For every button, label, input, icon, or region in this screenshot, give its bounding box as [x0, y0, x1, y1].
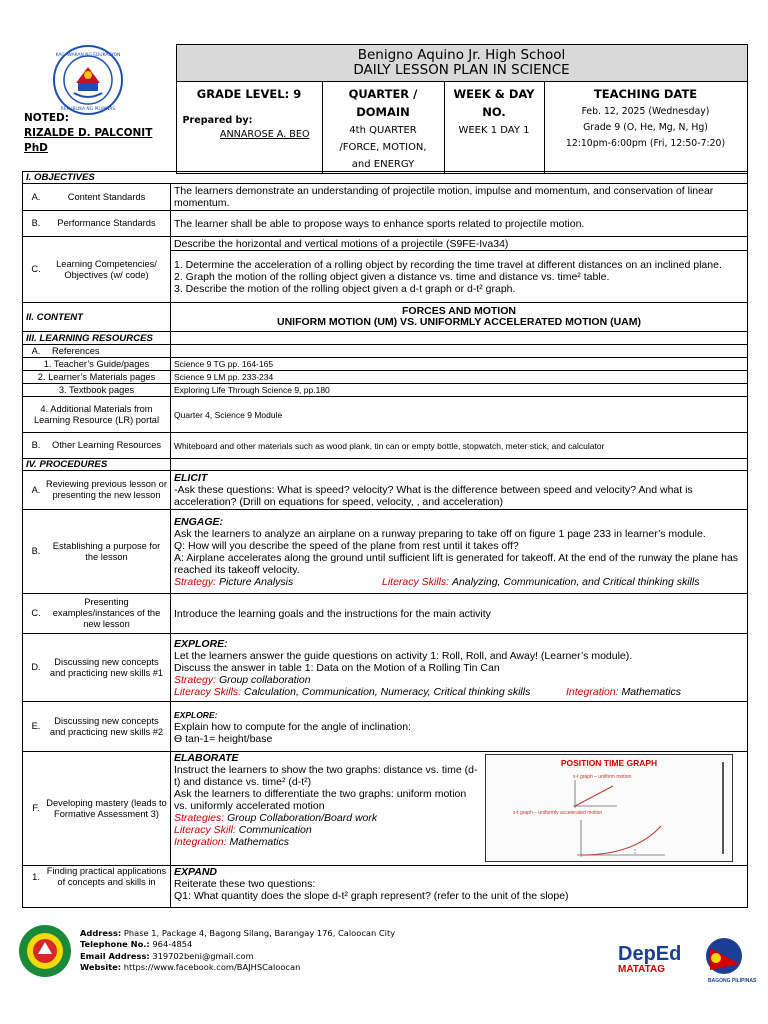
week-cell — [444, 82, 544, 174]
proc-b-label: Establishing a purpose for the lesson — [52, 540, 161, 562]
quarter-line2: /FORCE, MOTION, — [339, 142, 427, 153]
engage-strategy: Picture Analysis — [218, 575, 294, 588]
prepared-by-name: ANNAROSE A. BEO — [219, 129, 310, 140]
explore-strategy: Group collaboration — [218, 673, 311, 686]
explore-text-2: Discuss the answer in table 1: Data on the Motion of a Rolling Tin Can — [174, 661, 500, 674]
email-label: Email Address: — [80, 950, 150, 961]
lm-label: 2. Learner’s Materials pages — [23, 371, 171, 384]
competency-item-2: 2. Graph the motion of the rolling object given a distance vs. time and distance vs. time² table. — [174, 270, 610, 283]
seal-bottom-text: REPUBLIKA NG PILIPINAS — [60, 106, 116, 112]
quarter-cell — [322, 82, 444, 174]
references-label: References — [52, 345, 100, 356]
teaching-title: TEACHING DATE — [593, 87, 698, 101]
content-standards-text: The learners demonstrate an understanding of projectile motion, impulse and momentum, and conservation of linear momentum. — [171, 184, 748, 211]
expand-text-1: Reiterate these two questions: — [174, 878, 316, 890]
engage-text-1: Ask the learners to analyze an airplane on a runway preparing to take off on figure 1 page 233 in learner’s module. — [174, 527, 706, 540]
telephone-label: Telephone No.: — [80, 939, 150, 950]
noted-label: NOTED: — [24, 111, 69, 124]
elicit-text: -Ask these questions: What is speed? velocity? What is the difference between speed and velocity? And what is acceleration? (Drill on equations for speed, velocity, , and acceleration) — [174, 484, 693, 508]
tb-label: 3. Textbook pages — [23, 384, 171, 397]
address-value: Phase 1, Package 4, Bagong Silang, Barangay 176, Caloocan City — [123, 928, 396, 938]
proc-a-label: Reviewing previous lesson or presenting the new lesson — [46, 479, 167, 500]
additional-materials-value: Quarter 4, Science 9 Module — [171, 397, 748, 433]
address-label: Address: — [80, 928, 122, 938]
header-table — [22, 44, 748, 174]
lm-value: Science 9 LM pp. 233-234 — [171, 371, 748, 384]
deped-matatag-logo-icon — [604, 934, 764, 986]
explore-integration: Mathematics — [621, 685, 681, 698]
explore-text-1: Let the learners answer the guide questions on activity 1: Roll, Roll, and Away! (Learner’s module). — [174, 649, 633, 662]
additional-materials-label: 4. Additional Materials from Learning Resource (LR) portal — [23, 397, 171, 433]
bagong-pilipinas-text: BAGONG PILIPINAS — [708, 978, 757, 984]
grade-level: GRADE LEVEL: 9 — [196, 87, 302, 101]
expand-heading: EXPAND — [174, 866, 217, 878]
graph-label-1: x-t graph – uniform motion — [573, 774, 632, 780]
tb-value: Exploring Life Through Science 9, pp.180 — [171, 384, 748, 397]
explore-literacy-label: Literacy Skills: — [174, 685, 242, 698]
week-title-2: NO. — [482, 105, 506, 119]
noted-cell — [22, 45, 176, 174]
graph-title: POSITION TIME GRAPH — [560, 758, 658, 768]
lesson-plan-table: I. OBJECTIVES A. Content Standards The learners demonstrate an understanding of projectile motion, impulse and momentum, and conservation of linear momentum. B. Performance Standards The learner shall be able to propose ways to enhance sports related to projectile motion. C. Learning Competencies/ Objectives (w/ code) Describe the horizontal and vertical motions of a projectile (S9FE-Iva34) 1. Determine the acceleration of a rolling object by recording the time travel at different distances on an inclined plane. 2. Graph the motion of the rolling object given a distance vs. time and distance vs. time² table. 3. Describe the motion of the rolling object given a d-t graph or d-t² graph. II. CONTENT FORCES AND MOTION UNIFORM MOTION (UM) VS. UNIFORMLY ACCELERATED MOTION (UAM) III. LEARNING RESOURCES A. References 1. Teacher’s Guide/pages Science 9 TG pp. 164-165 2. Learner’s Materials pages Science 9 LM pp. 233-234 3. Textbook pages Exploring Life Through Science 9, pp.180 4. Additional Materials from Learning Resource (LR) portal Quarter 4, Science 9 Module B. Other Learning Resources Whiteboard and other materials such as wood plank, tin can or empty bottle, stopwatch, meter stick, and calculator IV. PROCEDURES A. Reviewing previous lesson or presenting the new lesson ELICIT -Ask these questions: What is speed? velocity? What is the difference between speed and velocity? And what is acceleration? (Drill on equations for speed, velocity, , and acceleration) B. Establishing a purpose for the lesson ENGAGE: Ask the learners to analyze an airplane on a runway preparing to take off on figure 1 page 233 in learner’s module. Q: How will you describe the speed of the plane from rest until it takes off? A: Airplane accelerates along the ground until sufficient lift is generated for takeoff. At the end of the runway the plane has reached its takeoff velocity. Strategy: Picture Analysis Literacy Skills: Analyzing, Communication, and Critical thinking skills C. Presenting examples/instances of the new lesson Introduce the learning goals and the instructions for the main activity D. Discussing new concepts and practicing new skills #1 EXPLORE: Let the learners answer the guide questions on activity 1: Roll, Roll, and Away! (Learner’s module). Discuss the answer in table 1: Data on the Motion of a Rolling Tin Can Strategy: Group collaboration Literacy Skills: Calculation, Communication, Numeracy, Critical thinking skills Integration: Mathematics E. Discussing new concepts and practicing new skills #2 EXPLORE: Explain how to compute for the angle of inclination: ϴ tan-1= height/base F. Developing mastery (leads to Formative Assessment 3) ELABORATE Instruct the learners to show the two graphs: distance vs. time (d-t) and distance vs. time² (d-t²) Ask the learners to differentiate the two graphs: uniform motion vs. uniformly accelerated motion Strategies: Group Collaboration/Board work Literacy Skill: Communication Integration: Mathematics POSITION TIME GRAPH x-t graph – uniform motion x-t graph – uniformly accelerated motion 1. Finding practical applications of concepts and skills in EXPAND Reiterate these two questions: Q1: What quantity does the slope d-t² graph represent? (refer to the unit of the slope) — [22, 171, 748, 908]
website-label: Website: — [80, 961, 122, 972]
engage-literacy: Analyzing, Communication, and Critical thinking skills — [452, 575, 700, 588]
telephone-value: 964-4854 — [152, 939, 193, 950]
elaborate-literacy-label: Literacy Skill: — [174, 824, 236, 836]
seal-ring-text: KAGAWARAN NG EDUKASYON — [55, 52, 121, 58]
website-value[interactable]: https://www.facebook.com/BAJHSCaloocan — [123, 961, 301, 972]
prepared-by-label: Prepared by: — [182, 115, 253, 126]
elaborate-integration: Mathematics — [229, 836, 289, 848]
graph-label-2: x-t graph – uniformly accelerated motion — [513, 810, 603, 816]
elaborate-strategies: Group Collaboration/Board work — [227, 812, 378, 824]
explore-integration-label: Integration: — [566, 685, 619, 698]
competency-item-1: 1. Determine the acceleration of a rolling object by recording the time travel at different distances on an inclined plane. — [174, 258, 722, 271]
tg-value: Science 9 TG pp. 164-165 — [171, 358, 748, 371]
week-value: WEEK 1 DAY 1 — [458, 125, 530, 136]
presenting-text: Introduce the learning goals and the instructions for the main activity — [171, 594, 748, 634]
content-line1: FORCES AND MOTION — [402, 305, 516, 317]
elaborate-literacy: Communication — [238, 824, 312, 836]
content-title: II. CONTENT — [23, 303, 171, 332]
quarter-title: QUARTER / DOMAIN — [348, 87, 418, 119]
engage-text-2: Q: How will you describe the speed of the plane from rest until it takes off? — [174, 539, 519, 552]
teaching-date-cell — [544, 82, 747, 174]
teaching-line1: Feb. 12, 2025 (Wednesday) — [581, 106, 710, 117]
elaborate-text-1: Instruct the learners to show the two graphs: distance vs. time (d-t) and distance vs. time² (d-t²) — [174, 764, 478, 788]
teaching-line2: Grade 9 (O, He, Mg, N, Hg) — [583, 122, 708, 133]
elicit-heading: ELICIT — [174, 472, 208, 484]
school-logo-icon — [18, 924, 72, 978]
content-standards-label: Content Standards — [67, 191, 146, 202]
other-resources-value: Whiteboard and other materials such as wood plank, tin can or empty bottle, stopwatch, meter stick, and calculator — [171, 433, 748, 459]
procedures-title: IV. PROCEDURES — [23, 459, 171, 471]
engage-text-3: A: Airplane accelerates along the ground until sufficient lift is generated for takeoff. At the end of the runway the plane has reached its takeoff velocity. — [174, 551, 739, 576]
proc-d-label: Discussing new concepts and practicing new skills #1 — [49, 656, 164, 678]
elaborate-integration-label: Integration: — [174, 836, 227, 848]
elaborate-strategies-label: Strategies: — [174, 812, 225, 824]
plan-title: DAILY LESSON PLAN IN SCIENCE — [353, 62, 570, 78]
matatag-logo-text: MATATAG — [618, 964, 666, 975]
deped-logo-text: DepEd — [618, 943, 682, 965]
explore-strategy-label: Strategy: — [174, 673, 217, 686]
engage-strategy-label: Strategy: — [174, 575, 217, 588]
elaborate-text-2: Ask the learners to differentiate the two graphs: uniform motion vs. uniformly accelerated motion — [174, 788, 467, 812]
other-resources-label: Other Learning Resources — [51, 440, 162, 450]
elaborate-heading: ELABORATE — [174, 752, 239, 764]
proc-c-label: Presenting examples/instances of the new lesson — [52, 597, 161, 629]
expand-text-2: Q1: What quantity does the slope d-t² graph represent? (refer to the unit of the slope) — [174, 890, 569, 902]
proc-e-label: Discussing new concepts and practicing new skills #2 — [49, 715, 164, 737]
noted-name: RIZALDE D. PALCONIT PhD — [24, 126, 153, 154]
engage-heading: ENGAGE: — [174, 515, 224, 528]
content-line2: UNIFORM MOTION (UM) VS. UNIFORMLY ACCELERATED MOTION (UAM) — [277, 316, 641, 328]
explore-literacy: Calculation, Communication, Numeracy, Critical thinking skills — [244, 685, 531, 698]
tg-label: 1. Teacher’s Guide/pages — [23, 358, 171, 371]
competencies-text-top: Describe the horizontal and vertical motions of a projectile (S9FE-Iva34) — [171, 237, 748, 251]
school-contact-block — [80, 928, 395, 973]
school-name: Benigno Aquino Jr. High School — [357, 47, 566, 63]
position-time-graph-image — [485, 754, 733, 862]
resources-title: III. LEARNING RESOURCES — [23, 332, 171, 345]
explore2-text-2: ϴ tan-1= height/base — [174, 732, 273, 745]
explore2-heading: EXPLORE: — [174, 709, 218, 720]
week-title-1: WEEK & DAY — [453, 87, 535, 101]
competencies-label: Learning Competencies/ Objectives (w/ code) — [56, 258, 157, 280]
proc-g-label: Finding practical applications of concepts and skills in — [46, 866, 167, 887]
explore2-text-1: Explain how to compute for the angle of inclination: — [174, 720, 411, 733]
explore-heading: EXPLORE: — [174, 637, 228, 650]
engage-literacy-label: Literacy Skills: — [382, 575, 450, 588]
competency-item-3: 3. Describe the motion of the rolling object given a d-t graph or d-t² graph. — [174, 282, 516, 295]
teaching-line3: 12:10pm-6:00pm (Fri, 12:50-7:20) — [565, 138, 726, 149]
objectives-title: I. OBJECTIVES — [23, 172, 748, 184]
proc-f-label: Developing mastery (leads to Formative Assessment 3) — [46, 797, 167, 819]
performance-standards-text: The learner shall be able to propose ways to enhance sports related to projectile motion. — [171, 211, 748, 237]
school-title-cell — [176, 45, 747, 82]
email-value: 319702beni@gmail.com — [152, 950, 254, 961]
quarter-line1: 4th QUARTER — [349, 125, 417, 136]
quarter-line3: and ENERGY — [351, 159, 415, 170]
deped-seal-icon — [50, 45, 126, 115]
performance-standards-label: Performance Standards — [57, 218, 156, 228]
grade-cell — [176, 82, 322, 174]
